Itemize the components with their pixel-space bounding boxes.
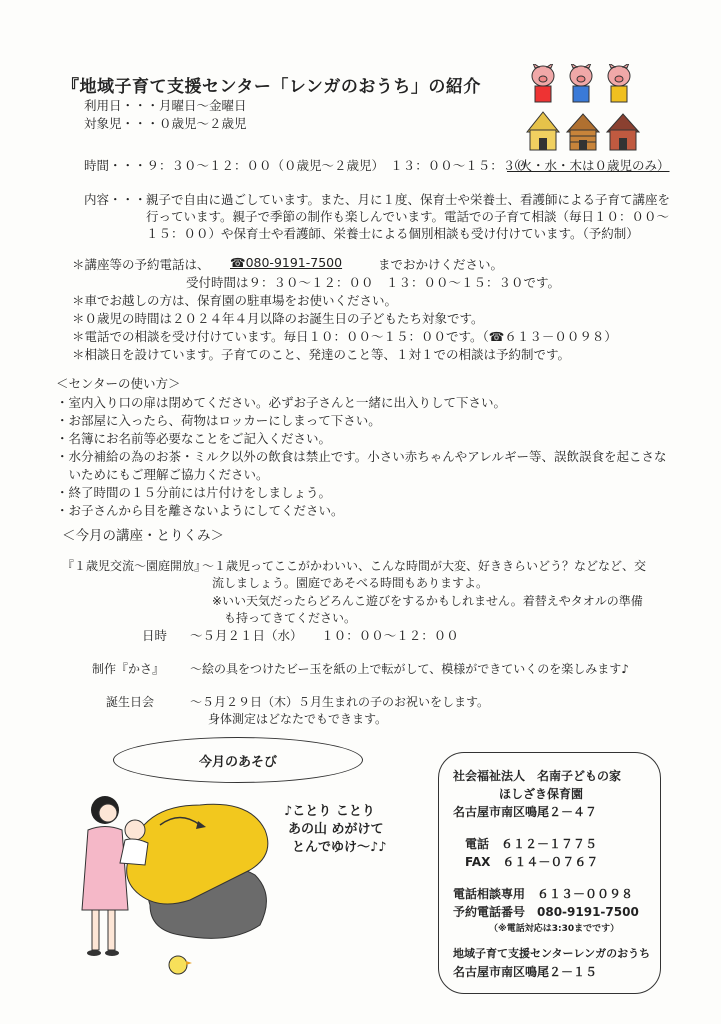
note-car: ＊車でお越しの方は、保育園の駐車場をお使いください。 <box>72 293 398 308</box>
usage-days: 利用日・・・月曜日～金曜日 <box>84 98 247 113</box>
birthday-value: ～５月２９日（木）５月生まれの子のお祝いをします。 <box>190 695 490 709</box>
org-name: 社会福祉法人 名南子どもの家 <box>453 769 622 783</box>
craft-label: 制作『かさ』 <box>92 662 165 676</box>
play-illustration <box>70 785 290 985</box>
target-age: 対象児・・・０歳児～２歳児 <box>84 116 247 131</box>
center-name: 地域子育て支援センターレンガのおうち <box>453 947 651 960</box>
event1-line: 流しましょう。園庭であそべる時間もありますよ。 <box>212 576 489 590</box>
phone-prefix: ＊講座等の予約電話は、 <box>72 257 210 272</box>
song-line: とんでゆけ～♪♪ <box>292 840 387 855</box>
reserve-tel: 予約電話番号 080-9191-7500 <box>453 905 639 919</box>
three-pigs-illustration <box>525 64 645 154</box>
reception-hours: 受付時間は９：３０～１２：００ １３：００～１５：３０です。 <box>186 275 561 290</box>
event1-line: も持ってきてください。 <box>224 611 357 625</box>
hours-note: （火・水・木は０歳児のみ） <box>507 158 670 173</box>
content-label: 内容・・・ <box>84 192 147 207</box>
brick-house-icon <box>607 114 639 150</box>
pig-icon <box>532 64 554 102</box>
event1-title: 『１歳児交流～園庭開放』 <box>62 559 207 573</box>
content-line: 行っています。親子で季節の制作も楽しんでいます。電話での子育て相談（毎日１０：００～ <box>146 209 670 224</box>
chick-icon <box>169 956 192 974</box>
pig-icon <box>608 64 630 102</box>
pig-icon <box>570 64 592 102</box>
monthly-heading: ＜今月の講座・とりくみ＞ <box>62 528 224 544</box>
baby-icon <box>120 820 148 865</box>
play-heading-bubble <box>113 737 363 783</box>
craft-value: ～絵の具をつけたビー玉を紙の上で転がして、模様ができていくのを楽しみます♪ <box>190 662 629 676</box>
contact-info-box <box>438 752 661 994</box>
wood-house-icon <box>567 114 599 150</box>
event1-line: ※いい天気だったらどろんこ遊びをするかもしれません。着替えやタオルの準備 <box>212 594 643 608</box>
reservation-phone: ☎080-9191-7500 <box>230 255 343 270</box>
center-address: 名古屋市南区鳴尾２－１５ <box>453 965 598 979</box>
usage-item: ・お子さんから目を離さないようにしてください。 <box>56 503 344 518</box>
usage-item: ・終了時間の１５分前には片付けをしましょう。 <box>56 485 332 500</box>
nursery-address: 名古屋市南区鳴尾２－４７ <box>453 805 598 819</box>
mother-icon <box>82 796 128 956</box>
usage-item: ・水分補給の為のお茶・ミルク以外の飲食は禁止です。小さい赤ちゃんやアレルギー等、誤飲誤食を起こさな <box>56 449 667 464</box>
reserve-note: （※電話対応は3:30までです） <box>489 924 620 934</box>
date-label: 日時 <box>142 628 168 643</box>
note-consult-day: ＊相談日を設けています。子育てのこと、発達のこと等、１対１での相談は予約制です。 <box>72 347 571 362</box>
usage-item: ・お部屋に入ったら、荷物はロッカーにしまって下さい。 <box>56 413 381 428</box>
note-age: ＊０歳児の時間は２０２４年４月以降のお誕生日の子どもたち対象です。 <box>72 311 484 326</box>
event1-line: ～１歳児ってここがかわいい、こんな時間が大変、好ききらいどう？などなど、交 <box>202 559 647 573</box>
song-line: あの山 めがけて <box>288 822 384 837</box>
content-line: １５：００）や保育士や看護師、栄養士による個別相談も受け付けています。（予約制） <box>146 226 639 241</box>
note-consult: ＊電話での相談を受け付けています。毎日１０：００～１５：００です。（☎６１３－００９８） <box>72 329 617 344</box>
tel-number: 電話 ６１２－１７７５ <box>465 837 598 851</box>
fax-number: FAX ６１４－０７６７ <box>465 855 599 869</box>
birthday-label: 誕生日会 <box>106 695 155 709</box>
page-title: 『地域子育て支援センター「レンガのおうち」の紹介 <box>62 77 481 97</box>
usage-item: ・室内入り口の扉は閉めてください。必ずお子さんと一緒に出入りして下さい。 <box>56 395 507 410</box>
usage-item: いためにもご理解ご協力ください。 <box>56 467 269 482</box>
play-heading: 今月のあそび <box>198 755 277 770</box>
consult-tel: 電話相談専用 ６１３－００９８ <box>453 887 634 901</box>
hours-main: 時間・・・９：３０～１２：００（０歳児～２歳児） １３：００～１５：３０ <box>84 158 528 173</box>
usage-item: ・名簿にお名前等必要なことをご記入ください。 <box>56 431 332 446</box>
content-line: 親子で自由に過ごしています。また、月に１度、保育士や栄養士、看護師による子育て講座を <box>146 192 671 207</box>
song-line: ♪ことり ことり <box>284 804 375 819</box>
usage-heading: ＜センターの使い方＞ <box>56 376 181 391</box>
birthday-note: 身体測定はどなたでもできます。 <box>208 712 388 726</box>
straw-house-icon <box>527 112 559 150</box>
date-value: ～５月２１日（水） １０：００～１２：００ <box>190 628 459 643</box>
phone-suffix: までおかけください。 <box>378 257 504 272</box>
nursery-name: ほしざき保育園 <box>499 787 584 801</box>
